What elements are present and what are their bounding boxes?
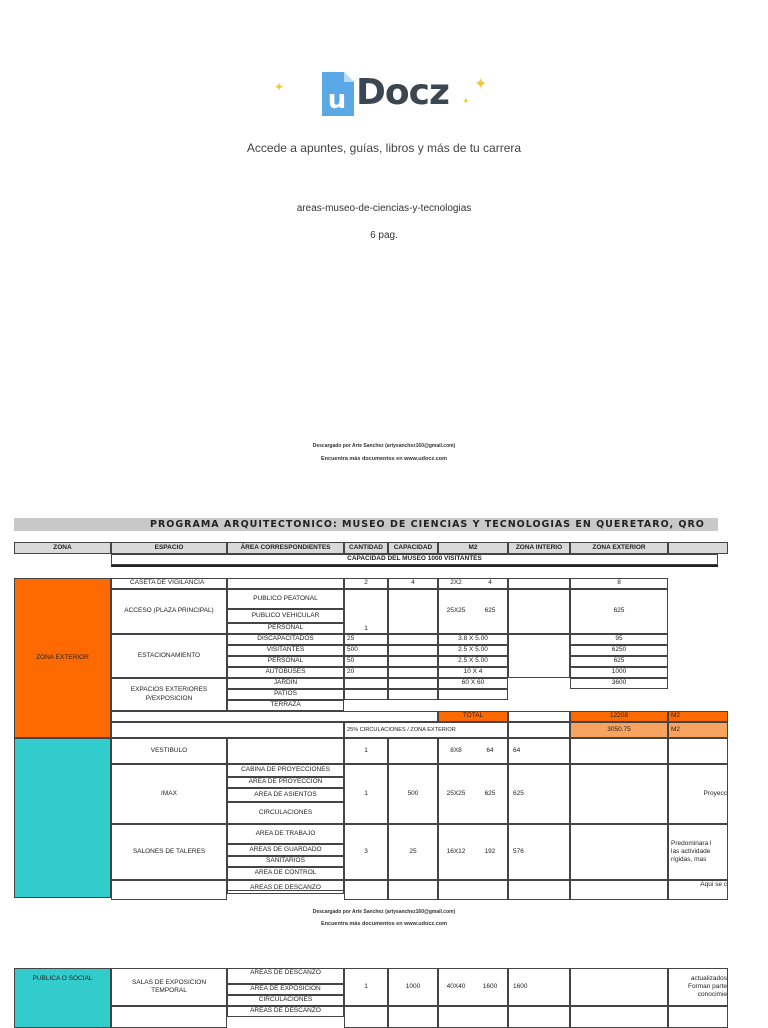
cantidad-autobuses: 20 bbox=[344, 667, 388, 678]
area-sanitarios: SANITARIOS bbox=[227, 856, 344, 867]
capacidad-est bbox=[388, 667, 438, 678]
capacidad-salas: 1000 bbox=[388, 968, 438, 1006]
espacio-salones: SALONES DE TALERES bbox=[111, 824, 227, 880]
area-circulaciones: CIRCULACIONES bbox=[227, 802, 344, 824]
espacio-acceso: ACCESO (PLAZA PRINCIPAL) bbox=[111, 589, 227, 634]
area-salas-exposicion: AREA DE EXPOSICION bbox=[227, 984, 344, 995]
cantidad-personal: 50 bbox=[344, 656, 388, 667]
note-vestibulo bbox=[668, 738, 728, 764]
circ-label: 25% CIRCULACIONES / ZONA EXTERIOR bbox=[344, 722, 508, 738]
cantidad-salas: 1 bbox=[344, 968, 388, 1006]
cantidad-partial bbox=[344, 880, 388, 900]
m2-jardin: 60 X 60 bbox=[438, 678, 508, 689]
circ-spacer bbox=[111, 722, 344, 738]
espacio-imax: IMAX bbox=[111, 764, 227, 824]
espacio-next bbox=[111, 1006, 227, 1028]
cantidad-exp bbox=[344, 678, 388, 689]
udocz-logo bbox=[318, 66, 478, 122]
interior-acceso bbox=[508, 589, 570, 634]
m2-partial bbox=[438, 880, 508, 900]
udocz-link[interactable]: Encuentra más documentos en www.udocz.com bbox=[320, 456, 447, 462]
note-partial: Aqui se c bbox=[668, 880, 728, 900]
area-asientos: AREA DE ASIENTOS bbox=[227, 788, 344, 802]
ext-visitantes: 6250 bbox=[570, 645, 668, 656]
exterior-caseta: 8 bbox=[570, 578, 668, 589]
header-m2: M2 bbox=[438, 542, 508, 554]
espacio-partial bbox=[111, 880, 227, 900]
area-proyeccion: AREA DE PROYECCION bbox=[227, 777, 344, 788]
logo-letter: u bbox=[327, 85, 347, 115]
header-areas: ÁREA CORRESPONDIENTES bbox=[227, 542, 344, 554]
capacidad-imax: 500 bbox=[388, 764, 438, 824]
zona-exterior-cell: ZONA EXTERIOR bbox=[14, 578, 111, 738]
m2-val-salones: 192 bbox=[473, 824, 508, 880]
interior-est bbox=[508, 634, 570, 678]
ext-autobuses: 1000 bbox=[570, 667, 668, 678]
sheet-title-bar bbox=[14, 518, 718, 531]
m2-val-imax: 625 bbox=[473, 764, 508, 824]
download-credit: Descargado por Arte Sanchez (artysanchez160@gmail.com) bbox=[312, 909, 456, 915]
area-salas-circulaciones: CIRCULACIONES bbox=[227, 995, 344, 1006]
total-value: 12208 bbox=[570, 711, 668, 722]
espacio-expacios: EXPACIOS EXTERIORES P/EXPOSICION bbox=[111, 678, 227, 711]
header-zona-interior: ZONA INTERIO bbox=[508, 542, 570, 554]
note-line: actualizados bbox=[690, 974, 727, 982]
area-publico-vehicular: PUBLICO VEHICULAR bbox=[227, 609, 344, 623]
areas-caseta bbox=[227, 578, 344, 589]
areas-vestibulo bbox=[227, 738, 344, 764]
note-line: Forman parte bbox=[687, 982, 727, 990]
interior-caseta bbox=[508, 578, 570, 589]
cantidad-visitantes: 500 bbox=[344, 645, 388, 656]
espacio-estacionamiento: ESTACIONAMIENTO bbox=[111, 634, 227, 678]
area-personal-est: PERSONAL bbox=[227, 656, 344, 667]
m2-dim-salones: 16X12 bbox=[438, 824, 473, 880]
ext-jardin: 3600 bbox=[570, 678, 668, 689]
m2-patios bbox=[438, 689, 508, 700]
program-table-continued bbox=[14, 968, 727, 1024]
cantidad-exp bbox=[344, 689, 388, 700]
area-salas-descanso: AREAS DE DESCANZO bbox=[227, 968, 344, 984]
tagline: Accede a apuntes, guías, libros y más de tu carrera bbox=[246, 141, 522, 155]
note-line: rígidas, mas bbox=[671, 856, 707, 864]
exterior-acceso: 625 bbox=[570, 589, 668, 634]
area-cabina: CABINA DE PROYECCIONES bbox=[227, 764, 344, 777]
interior-salas: 1600 bbox=[508, 968, 570, 1006]
m2-dim-salas: 40X40 bbox=[438, 968, 473, 1006]
zona-publica-cell bbox=[14, 738, 111, 898]
area-descanso: AREAS DE DESCANZO bbox=[227, 884, 344, 894]
header-extra bbox=[668, 542, 728, 554]
exterior-vestibulo bbox=[570, 738, 668, 764]
ext-discapacitados: 95 bbox=[570, 634, 668, 645]
sparkle-icon: ✦ bbox=[462, 96, 470, 106]
header-capacidad: CAPACIDAD bbox=[388, 542, 438, 554]
note-line: conocimie bbox=[697, 991, 727, 999]
area-jardin: JARDIN bbox=[227, 678, 344, 689]
area-guardado: AREAS DE GUARDADO bbox=[227, 844, 344, 856]
area-visitantes: VISITANTES bbox=[227, 645, 344, 656]
note-salones bbox=[668, 824, 728, 880]
cantidad-caseta: 2 bbox=[344, 578, 388, 589]
capacidad-salones: 25 bbox=[388, 824, 438, 880]
m2-dim-acceso: 25X25 bbox=[438, 589, 473, 634]
header-zona: ZONA bbox=[14, 542, 111, 554]
exterior-next bbox=[570, 1006, 668, 1028]
total-label: TOTAL bbox=[438, 711, 508, 722]
m2-dim-imax: 25X25 bbox=[438, 764, 473, 824]
area-patios: PATIOS bbox=[227, 689, 344, 700]
m2-val-vestibulo: 64 bbox=[473, 738, 508, 764]
circ-interior bbox=[508, 722, 570, 738]
exterior-imax bbox=[570, 764, 668, 824]
cantidad-next bbox=[344, 1006, 388, 1028]
m2-autobuses: 10 X 4 bbox=[438, 667, 508, 678]
area-control: AREA DE CONTROL bbox=[227, 867, 344, 880]
note-salas bbox=[668, 968, 728, 1006]
area-terraza: TERRAZA bbox=[227, 700, 344, 711]
note-line: Predominara l bbox=[671, 839, 712, 847]
capacidad-exp bbox=[388, 678, 438, 689]
capacidad-caseta: 4 bbox=[388, 578, 438, 589]
cantidad-acceso: 1 bbox=[344, 589, 388, 634]
espacio-salas: SALAS DE EXPOSICION TEMPORAL bbox=[111, 968, 227, 1006]
area-personal: PERSONAL bbox=[227, 623, 344, 634]
area-discapacitados: DISCAPACITADOS bbox=[227, 634, 344, 645]
document-name: areas-museo-de-ciencias-y-tecnologias bbox=[296, 203, 472, 214]
header-espacio: ESPACIO bbox=[111, 542, 227, 554]
m2-val-salas: 1600 bbox=[473, 968, 508, 1006]
area-autobuses: AUTOBUSES bbox=[227, 667, 344, 678]
capacidad-next bbox=[388, 1006, 438, 1028]
capacidad-est bbox=[388, 634, 438, 645]
interior-salones: 576 bbox=[508, 824, 570, 880]
m2-next bbox=[438, 1006, 508, 1028]
program-table bbox=[14, 542, 727, 892]
espacio-vestibulo: VESTIBULO bbox=[111, 738, 227, 764]
total-spacer bbox=[111, 711, 438, 722]
note-next bbox=[668, 1006, 728, 1028]
m2-dim-caseta: 2X2 bbox=[438, 578, 473, 589]
interior-next bbox=[508, 1006, 570, 1028]
page-count: 6 pag. bbox=[370, 230, 398, 241]
exterior-salas bbox=[570, 968, 668, 1006]
m2-val-acceso: 625 bbox=[473, 589, 508, 634]
area-publico-peatonal: PUBLICO PEATONAL bbox=[227, 589, 344, 609]
cantidad-vestibulo: 1 bbox=[344, 738, 388, 764]
circ-value: 3050.75 bbox=[570, 722, 668, 738]
ext-personal: 625 bbox=[570, 656, 668, 667]
download-credit: Descargado por Arte Sanchez (artysanchez160@gmail.com) bbox=[312, 443, 456, 449]
capacity-note: CAPACIDAD DEL MUSEO 1000 VISITANTES bbox=[111, 554, 718, 565]
udocz-link[interactable]: Encuentra más documentos en www.udocz.com bbox=[320, 921, 447, 927]
interior-partial bbox=[508, 880, 570, 900]
capacidad-exp bbox=[388, 689, 438, 700]
logo-wordmark: Docz bbox=[356, 72, 449, 113]
sparkle-icon: ✦ bbox=[274, 80, 285, 94]
capacidad-vestibulo bbox=[388, 738, 438, 764]
circ-unit: M2 bbox=[668, 722, 728, 738]
header-cantidad: CANTIDAD bbox=[344, 542, 388, 554]
header-zona-exterior: ZONA EXTERIOR bbox=[570, 542, 668, 554]
divider bbox=[111, 565, 718, 567]
capacidad-est bbox=[388, 656, 438, 667]
zona-publica-label: PUBLICA O SOCIAL bbox=[14, 968, 111, 1028]
espacio-caseta: CASETA DE VIGILANCIA bbox=[111, 578, 227, 589]
capacidad-acceso bbox=[388, 589, 438, 634]
capacidad-partial bbox=[388, 880, 438, 900]
note-line: las actividade bbox=[671, 847, 711, 855]
interior-vestibulo: 64 bbox=[508, 738, 570, 764]
area-trabajo: AREA DE TRABAJO bbox=[227, 824, 344, 844]
m2-val-caseta: 4 bbox=[473, 578, 508, 589]
m2-visitantes: 2.5 X 5.00 bbox=[438, 645, 508, 656]
m2-discapacitados: 3.8 X 5.00 bbox=[438, 634, 508, 645]
exterior-partial bbox=[570, 880, 668, 900]
total-interior bbox=[508, 711, 570, 722]
exterior-salones bbox=[570, 824, 668, 880]
note-imax: Proyecc bbox=[668, 764, 728, 824]
logo-document-icon bbox=[320, 68, 356, 118]
total-unit: M2 bbox=[668, 711, 728, 722]
area-salas-descanso-2: AREAS DE DESCANZO bbox=[227, 1006, 344, 1017]
capacidad-est bbox=[388, 645, 438, 656]
interior-imax: 625 bbox=[508, 764, 570, 824]
m2-personal: 2.5 X 5.00 bbox=[438, 656, 508, 667]
cantidad-salones: 3 bbox=[344, 824, 388, 880]
m2-dim-vestibulo: 8X8 bbox=[438, 738, 473, 764]
cantidad-imax: 1 bbox=[344, 764, 388, 824]
sparkle-icon: ✦ bbox=[474, 76, 488, 93]
sheet-title: PROGRAMA ARQUITECTONICO: MUSEO DE CIENCIAS Y TECNOLOGIAS EN QUERETARO, QRO bbox=[150, 519, 705, 530]
cantidad-discapacitados: 25 bbox=[344, 634, 388, 645]
